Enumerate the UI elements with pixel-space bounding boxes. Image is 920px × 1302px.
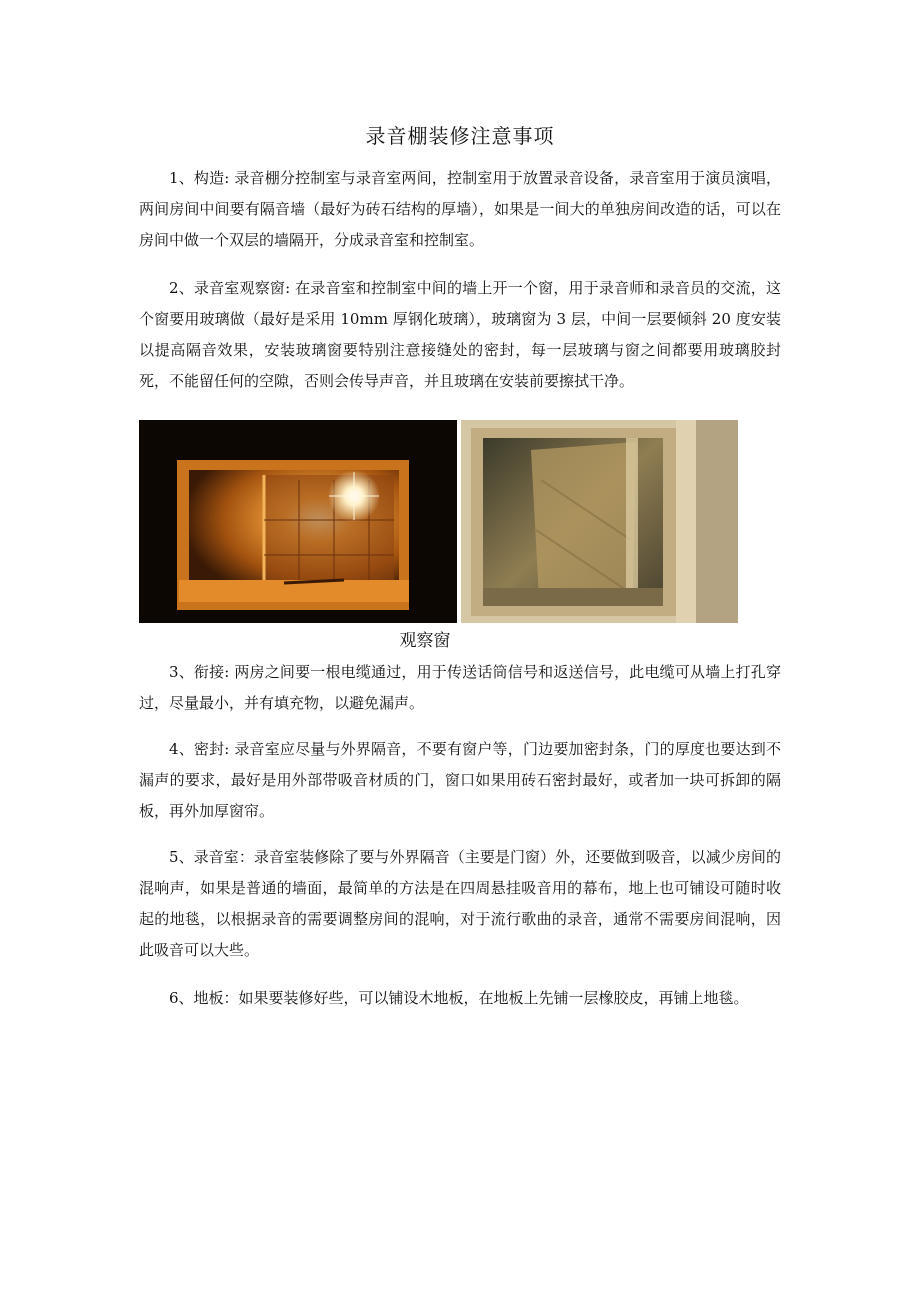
paragraph-connection: 3、衔接: 两房之间要一根电缆通过，用于传送话筒信号和返送信号，此电缆可从墙上打孔穿过，尽量最小，并有填充物，以避免漏声。 [139, 663, 781, 712]
observation-window-photo-frame [461, 420, 738, 623]
paragraph-construction: 1、构造: 录音棚分控制室与录音室两间，控制室用于放置录音设备，录音室用于演员演唱，两间房间中间要有隔音墙（最好为砖石结构的厚墙），如果是一间大的单独房间改造的话，可以在房间中做一个双层的墙隔开，分成录音室和控制室。 [139, 169, 781, 249]
observation-window-photo-lit [139, 420, 457, 623]
paragraph-sealing: 4、密封: 录音室应尽量与外界隔音，不要有窗户等，门边要加密封条，门的厚度也要达到不漏声的要求，最好是用外部带吸音材质的门，窗口如果用砖石密封最好，或者加一块可拆卸的隔板，再外加厚窗帘。 [139, 740, 781, 820]
figure-caption: 观察窗 [399, 631, 451, 651]
paragraph-recording-room: 5、录音室：录音室装修除了要与外界隔音（主要是门窗）外，还要做到吸音，以减少房间的混响声，如果是普通的墙面，最简单的方法是在四周悬挂吸音用的幕布，地上也可铺设可随时收起的地毯，以根据录音的需要调整房间的混响，对于流行歌曲的录音，通常不需要房间混响，因此吸音可以大些。 [139, 848, 781, 959]
paragraph-floor: 6、地板：如果要装修好些，可以铺设木地板，在地板上先铺一层橡胶皮，再铺上地毯。 [169, 989, 749, 1007]
paragraph-observation-window: 2、录音室观察窗: 在录音室和控制室中间的墙上开一个窗，用于录音师和录音员的交流，这个窗要用玻璃做（最好是采用 10mm 厚钢化玻璃），玻璃窗为 3 层，中间一层要倾斜 20 度安装以提高隔音效果，安装玻璃窗要特别注意接缝处的密封，每一层玻璃与窗之间都要用玻璃胶封死，不能留任何的空隙，否则会传导声音，并且玻璃在安装前要擦拭干净。 [139, 279, 781, 390]
document-title: 录音棚装修注意事项 [365, 124, 555, 148]
